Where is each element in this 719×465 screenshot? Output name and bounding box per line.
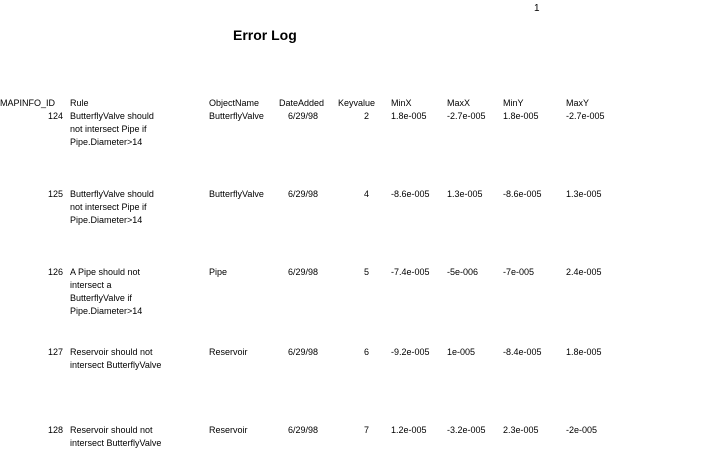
rule-line: intersect ButterflyValve	[70, 438, 162, 448]
cell-minx: -8.6e-005	[391, 189, 430, 199]
cell-minx: -9.2e-005	[391, 347, 430, 357]
rule-line: Reservoir should not	[70, 425, 153, 435]
cell-rule	[70, 266, 188, 318]
column-header-maxy: MaxY	[566, 98, 590, 108]
rule-line: Pipe.Diameter>14	[70, 137, 143, 147]
rule-line: intersect ButterflyValve	[70, 360, 162, 370]
column-header-rule: Rule	[70, 98, 89, 108]
cell-maxy: 1.8e-005	[566, 347, 602, 357]
cell-minx: -7.4e-005	[391, 267, 430, 277]
rule-line: ButterflyValve if	[70, 293, 132, 303]
cell-miny: -7e-005	[503, 267, 535, 277]
cell-object: Reservoir	[209, 425, 248, 435]
rule-line: ButterflyValve should	[70, 111, 154, 121]
cell-object: ButterflyValve	[209, 111, 264, 121]
cell-maxy: -2e-005	[566, 425, 598, 435]
cell-maxy: 2.4e-005	[566, 267, 602, 277]
cell-date: 6/29/98	[288, 267, 319, 277]
cell-key: 6	[363, 347, 369, 357]
cell-miny: 1.8e-005	[503, 111, 539, 121]
column-header-date: DateAdded	[279, 98, 325, 108]
cell-id: 124	[47, 111, 63, 121]
column-header-minx: MinX	[391, 98, 412, 108]
cell-key: 5	[363, 267, 369, 277]
rule-line: ButterflyValve should	[70, 189, 154, 199]
cell-id: 126	[47, 267, 63, 277]
report-title: Error Log	[233, 27, 297, 43]
cell-miny: -8.6e-005	[503, 189, 542, 199]
rule-line: intersect a	[70, 280, 112, 290]
cell-rule	[70, 424, 188, 450]
table-row	[0, 346, 719, 386]
rule-line: A Pipe should not	[70, 267, 141, 277]
cell-date: 6/29/98	[288, 347, 319, 357]
cell-minx: 1.8e-005	[391, 111, 427, 121]
rule-line: Pipe.Diameter>14	[70, 215, 143, 225]
cell-key: 2	[363, 111, 369, 121]
cell-key: 7	[363, 425, 369, 435]
cell-rule	[70, 346, 188, 372]
table-row	[0, 110, 719, 170]
cell-maxy: -2.7e-005	[566, 111, 605, 121]
column-header-maxx: MaxX	[447, 98, 471, 108]
rule-line: not intersect Pipe if	[70, 124, 147, 134]
cell-date: 6/29/98	[288, 189, 319, 199]
rule-line: Pipe.Diameter>14	[70, 306, 143, 316]
cell-maxx: 1.3e-005	[447, 189, 483, 199]
cell-object: Pipe	[209, 267, 228, 277]
cell-id: 125	[47, 189, 63, 199]
column-header-id: MAPINFO_ID	[0, 98, 56, 108]
cell-maxx: -5e-006	[447, 267, 479, 277]
column-header-key: Keyvalue	[338, 98, 376, 108]
cell-rule	[70, 188, 188, 227]
cell-maxx: 1e-005	[447, 347, 476, 357]
page-number: 1	[534, 3, 540, 14]
rule-line: not intersect Pipe if	[70, 202, 147, 212]
cell-date: 6/29/98	[288, 111, 319, 121]
rule-line: Reservoir should not	[70, 347, 153, 357]
cell-id: 127	[47, 347, 63, 357]
cell-maxx: -3.2e-005	[447, 425, 486, 435]
table-row	[0, 188, 719, 248]
column-header-miny: MinY	[503, 98, 524, 108]
cell-object: ButterflyValve	[209, 189, 264, 199]
table-row	[0, 266, 719, 336]
cell-miny: -8.4e-005	[503, 347, 542, 357]
cell-miny: 2.3e-005	[503, 425, 539, 435]
cell-rule	[70, 110, 188, 149]
column-header-object: ObjectName	[209, 98, 260, 108]
table-row	[0, 424, 719, 464]
cell-id: 128	[47, 425, 63, 435]
cell-maxx: -2.7e-005	[447, 111, 486, 121]
cell-date: 6/29/98	[288, 425, 319, 435]
cell-maxy: 1.3e-005	[566, 189, 602, 199]
cell-key: 4	[363, 189, 369, 199]
cell-object: Reservoir	[209, 347, 248, 357]
cell-minx: 1.2e-005	[391, 425, 427, 435]
